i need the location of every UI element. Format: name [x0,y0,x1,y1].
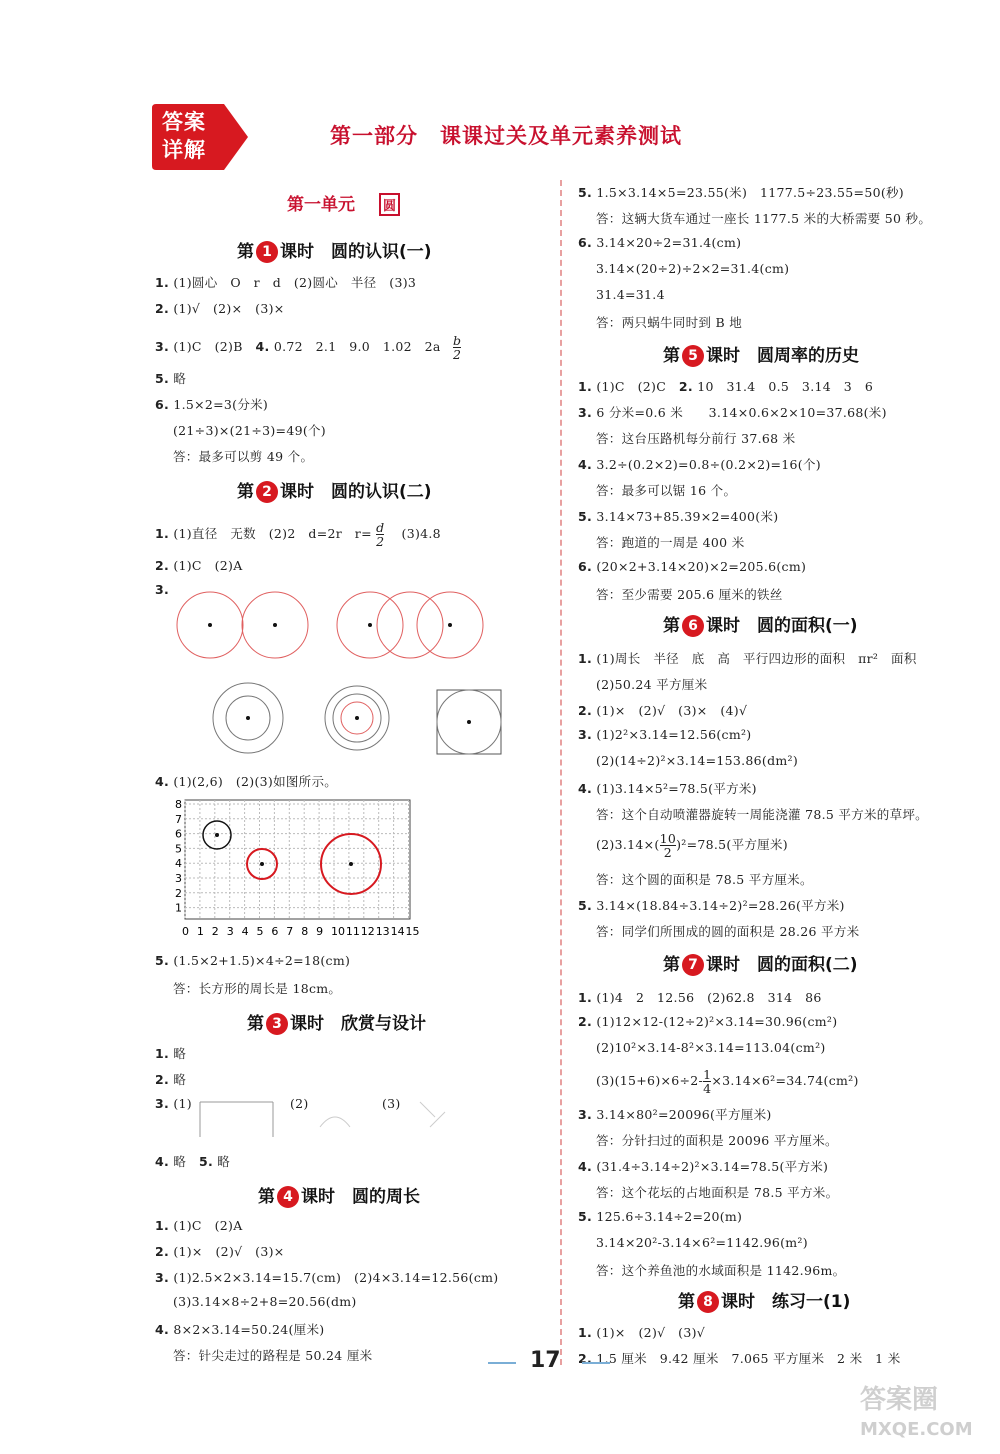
fraction-numerator: 10 [659,831,677,846]
page-dash-right [582,1362,610,1364]
answer-line: (2)10²×3.14-8²×3.14=113.04(cm²) [596,1040,826,1055]
answer-line: 答：最多可以剪 49 个。 [173,449,314,464]
answer-text: 1.5 厘米 9.42 厘米 7.065 平方厘米 2 米 1 米 [596,1351,901,1366]
answer-line: 5. 略 [155,371,187,386]
lesson-5-title [663,341,859,367]
lesson-prefix: 第 [678,1292,695,1312]
answer-line: 答：两只蜗牛同时到 B 地 [596,315,743,330]
answer-text: (1)× (2)√ (3)× (4)√ [596,703,748,718]
x-tick-label: 12 [360,925,375,938]
answer-line: 3. (1) [155,1096,192,1111]
answer-line: 3.14×(20÷2)÷2×2=31.4(cm) [596,261,790,276]
answer-line: 31.4=31.4 [596,287,665,302]
answer-text: 略 [173,1072,187,1087]
lesson-name: 课时 欣赏与设计 [290,1014,426,1034]
lesson-name: 课时 圆的面积(一) [706,616,858,636]
fraction-denominator: 2 [376,534,385,549]
square-circle-figure [435,688,505,758]
answer-line: 答：这个自动喷灌器旋转一周能浇灌 78.5 平方米的草坪。 [596,807,928,822]
answer-line: 3. 3.14×80²=20096(平方厘米) [578,1107,772,1122]
answer-line: 1. (1)C (2)C 2. 10 31.4 0.5 3.14 3 6 [578,379,874,394]
lesson-prefix: 第 [663,346,680,366]
answer-line: 答：同学们所围成的圆的面积是 28.26 平方米 [596,924,860,939]
center-dot [260,862,264,866]
lesson-prefix: 第 [258,1187,275,1207]
lesson-number-badge: 3 [266,1013,288,1035]
unit-title-text: 第一单元 [287,195,355,215]
center-dot [448,623,452,627]
center-dot [368,623,372,627]
answer-text: (1)C (2)A [173,1218,243,1233]
answer-text: (1)C (2)C [596,379,667,394]
answer-line: 答：分针扫过的面积是 20096 平方厘米。 [596,1133,838,1148]
x-tick-label: 15 [405,925,420,938]
answer-badge [152,104,248,170]
x-tick-label: 9 [316,925,324,938]
column-divider [560,180,562,1365]
y-tick-label: 8 [175,798,182,811]
answer-text: (1)4 2 12.56 (2)62.8 314 86 [596,990,822,1005]
center-dot [349,862,353,866]
center-dot [355,716,359,720]
answer-text: (1)2²×3.14=12.56(cm²) [596,727,752,742]
answer-line: 1. 略 [155,1046,187,1061]
answer-line: 3. (1)2.5×2×3.14=15.7(cm) (2)4×3.14=12.56(cm) [155,1270,499,1285]
answer-line: 答：最多可以锯 16 个。 [596,483,737,498]
x-tick-label: 2 [211,925,219,938]
answer-line: 4. (31.4÷3.14÷2)²×3.14=78.5(平方米) [578,1159,829,1174]
answer-text: 3.14×(18.84÷3.14÷2)²=28.26(平方米) [596,898,845,913]
center-dot [246,716,250,720]
lesson-name: 课时 练习一(1) [721,1292,851,1312]
answer-text: (1)√ (2)× (3)× [173,301,285,316]
page-dash-left [488,1362,516,1364]
answer-text: 6 分米=0.6 米 3.14×0.6×2×10=37.68(米) [596,405,887,420]
answer-line: 1. (1)× (2)√ (3)√ [578,1325,706,1340]
design-sketches [195,1097,455,1142]
lesson-4-title [258,1182,420,1208]
fraction [660,832,677,859]
lesson-2-title [237,477,432,503]
x-tick-label: 3 [226,925,234,938]
lesson-name: 课时 圆的周长 [301,1187,420,1207]
y-tick-label: 7 [175,812,182,826]
answer-line: 1. (1)周长 半径 底 高 平行四边形的面积 πr² 面积 [578,651,917,666]
answer-text: (1)圆心 O r d (2)圆心 半径 (3)3 [173,275,417,290]
x-tick-label: 6 [271,925,279,938]
lesson-prefix: 第 [663,955,680,975]
answer-line: 6. 3.14×20÷2=31.4(cm) [578,235,742,250]
x-tick-label: 0 [182,925,189,938]
lesson-prefix: 第 [247,1014,264,1034]
answer-text: (1.5×2+1.5)×4÷2=18(cm) [173,953,351,968]
y-tick-label: 2 [175,886,182,900]
x-tick-label: 1 [196,925,204,938]
answer-line: 3.14×20²-3.14×6²=1142.96(m²) [596,1235,808,1250]
lesson-number-badge: 5 [682,345,704,367]
answer-line [578,832,788,859]
fraction [376,521,384,548]
answer-text: (1)× (2)√ (3)√ [596,1325,706,1340]
answer-text: (3)(15+6)×6÷2- [596,1073,704,1088]
lesson-number-badge: 6 [682,615,704,637]
watermark-line2: MXQE.COM [860,1419,973,1440]
answer-line: 答：针尖走过的路程是 50.24 厘米 [173,1348,373,1363]
answer-line: 5. (1.5×2+1.5)×4÷2=18(cm) [155,953,351,968]
answer-text: 3.2÷(0.2×2)=0.8÷(0.2×2)=16(个) [596,457,821,472]
answer-line: (2)50.24 平方厘米 [596,677,708,692]
circle-figures [170,585,470,755]
lesson-3-title [247,1009,426,1035]
answer-line: 5. 3.14×(18.84÷3.14÷2)²=28.26(平方米) [578,898,845,913]
unit-icon: 圆 [379,193,400,216]
answer-line: 3. [155,582,170,597]
lesson-8-title [678,1287,850,1313]
answer-text: 10 31.4 0.5 3.14 3 6 [697,379,874,394]
answer-text: (1)周长 半径 底 高 平行四边形的面积 πr² 面积 [596,651,917,666]
figure-circle [377,592,443,658]
answer-text: (1)C (2)A [173,558,243,573]
answer-line: 2. (1)× (2)√ (3)× (4)√ [578,703,748,718]
answer-text: (1)C (2)B [173,339,243,354]
answer-line: (2)(14÷2)²×3.14=153.86(dm²) [596,753,799,768]
answer-line: 答：长方形的周长是 18cm。 [173,981,342,996]
x-tick-label: 5 [256,925,264,938]
answer-line: 5. 125.6÷3.14÷2=20(m) [578,1209,743,1224]
answer-line: 4. 8×2×3.14=50.24(厘米) [155,1322,325,1337]
badge-line1: 答案 [162,110,206,134]
fraction-denominator: 2 [663,845,672,860]
answer-line: 2. (1)C (2)A [155,558,243,573]
answer-line: 6. (20×2+3.14×20)×2=205.6(cm) [578,559,807,574]
lesson-prefix: 第 [663,616,680,636]
lesson-1-title [237,237,432,263]
answer-line: 答：这个圆的面积是 78.5 平方厘米。 [596,872,813,887]
lesson-name: 课时 圆的认识(二) [280,482,432,502]
answer-text: (20×2+3.14×20)×2=205.6(cm) [596,559,807,574]
lesson-7-title [663,950,858,976]
fraction-denominator: 2 [452,347,462,362]
answer-text: 125.6÷3.14÷2=20(m) [596,1209,743,1224]
lesson-name: 课时 圆的面积(二) [706,955,858,975]
x-tick-label: 13 [375,925,390,938]
x-tick-label: 7 [286,925,294,938]
answer-text: 0.72 2.1 9.0 1.02 2a [273,339,441,354]
answer-line: 6. 1.5×2=3(分米) [155,397,269,412]
answer-text: 略 [173,371,187,386]
answer-text: 3.14×80²=20096(平方厘米) [596,1107,772,1122]
answer-line: 1. (1)圆心 O r d (2)圆心 半径 (3)3 [155,275,417,290]
answer-text: (1)(2,6) (2)(3)如图所示。 [173,774,338,789]
lesson-number-badge: 7 [682,954,704,976]
answer-text: (1)2.5×2×3.14=15.7(cm) (2)4×3.14=12.56(cm) [173,1270,499,1285]
answer-line: 4. 略 5. 略 [155,1154,231,1169]
answer-text: (2)3.14×( [596,837,660,852]
center-dot [215,833,219,837]
lesson-name: 课时 圆的认识(一) [280,242,432,262]
answer-text: (1)12×12-(12÷2)²×3.14=30.96(cm²) [596,1014,838,1029]
y-tick-label: 6 [175,827,182,841]
answer-line: 3. (1)2²×3.14=12.56(cm²) [578,727,752,742]
answer-text: 1.5×3.14×5=23.55(米) 1177.5÷23.55=50(秒) [596,185,904,200]
answer-text: 8×2×3.14=50.24(厘米) [173,1322,325,1337]
x-tick-label: 8 [301,925,309,938]
coordinate-grid [170,795,420,940]
lesson-number-badge: 4 [277,1186,299,1208]
answer-line: 2. (1)12×12-(12÷2)²×3.14=30.96(cm²) [578,1014,838,1029]
answer-line: 答：这台压路机每分前行 37.68 米 [596,431,796,446]
answer-line: (3)3.14×8÷2+8=20.56(dm) [173,1294,357,1309]
answer-line: 答：跑道的一周是 400 米 [596,535,745,550]
y-tick-label: 5 [175,842,182,856]
answer-line: 4. (1)3.14×5²=78.5(平方米) [578,781,757,796]
lesson-number-badge: 1 [256,241,278,263]
unit-title [287,190,400,216]
grid-frame [185,800,410,919]
fraction-numerator: b [452,333,462,348]
x-tick-label: 4 [241,925,249,938]
answer-text: (1) [173,1096,192,1111]
answer-text: (31.4÷3.14÷2)²×3.14=78.5(平方米) [596,1159,829,1174]
answer-text: 略 [173,1154,187,1169]
answer-line: 4. 3.2÷(0.2×2)=0.8÷(0.2×2)=16(个) [578,457,821,472]
answer-line: 2. 1.5 厘米 9.42 厘米 7.065 平方厘米 2 米 1 米 [578,1351,901,1366]
watermark [860,1385,973,1445]
center-dot [208,623,212,627]
page-number: 17 [530,1348,561,1373]
lesson-name: 课时 圆周率的历史 [706,346,859,366]
answer-line [578,1068,859,1095]
answer-line: 1. (1)C (2)A [155,1218,243,1233]
badge-line2: 详解 [162,138,206,162]
fraction-numerator: d [376,520,385,535]
watermark-line1: 答案圈 [860,1385,939,1415]
answer-text: (1)直径 无数 (2)2 d=2r r= [173,526,372,541]
y-tick-label: 3 [175,872,182,885]
answer-line: 5. 1.5×3.14×5=23.55(米) 1177.5÷23.55=50(秒) [578,185,904,200]
answer-text: ×3.14×6²=34.74(cm²) [711,1073,859,1088]
y-tick-label: 4 [175,857,182,871]
answer-line: (21÷3)×(21÷3)=49(个) [173,423,326,438]
answer-text: (1)× (2)√ (3)× [173,1244,285,1259]
answer-text: 略 [173,1046,187,1061]
lesson-prefix: 第 [237,482,254,502]
x-tick-label: 11 [345,925,360,938]
answer-line: 答：这个养鱼池的水域面积是 1142.96m。 [596,1263,846,1278]
answer-text: (3) [382,1096,401,1111]
answer-text: 3.14×20÷2=31.4(cm) [596,235,742,250]
answer-text: 略 [217,1154,231,1169]
fraction-numerator: 1 [703,1067,712,1082]
y-tick-label: 1 [175,901,182,915]
part-title: 第一部分 课课过关及单元素养测试 [330,124,682,148]
answer-line: 答：这辆大货车通过一座长 1177.5 米的大桥需要 50 秒。 [596,211,932,226]
lesson-6-title [663,611,858,637]
center-dot [273,623,277,627]
answer-text: (2) [290,1096,309,1111]
answer-text: )²=78.5(平方厘米) [676,837,788,852]
lesson-number-badge: 2 [256,481,278,503]
answer-line: 2. (1)× (2)√ (3)× [155,1244,285,1259]
fraction-denominator: 4 [703,1081,712,1096]
fraction [453,334,461,361]
answer-text: (1)3.14×5²=78.5(平方米) [596,781,757,796]
answer-line: 2. 略 [155,1072,187,1087]
x-tick-label: 10 [331,925,345,938]
x-tick-label: 14 [390,925,405,938]
lesson-prefix: 第 [237,242,254,262]
answer-text: 1.5×2=3(分米) [173,397,269,412]
answer-line: 3. 6 分米=0.6 米 3.14×0.6×2×10=37.68(米) [578,405,887,420]
answer-line: 1. (1)直径 无数 (2)2 d=2r r= $\frac{d}{2}$ (3)4.8 [155,520,441,549]
answer-line: 5. 3.14×73+85.39×2=400(米) [578,509,779,524]
answer-line: 4. (1)(2,6) (2)(3)如图所示。 [155,774,338,789]
answer-text: 3.14×73+85.39×2=400(米) [596,509,779,524]
lesson-number-badge: 8 [697,1291,719,1313]
answer-line: 2. (1)√ (2)× (3)× [155,301,285,316]
answer-line: 答：至少需要 205.6 厘米的铁丝 [596,587,783,602]
answer-text: (3)4.8 [401,526,441,541]
answer-line: 答：这个花坛的占地面积是 78.5 平方米。 [596,1185,839,1200]
answer-line: 1. (1)4 2 12.56 (2)62.8 314 86 [578,990,822,1005]
answer-line: 3. (1)C (2)B 4. 0.72 2.1 9.0 1.02 2a $\frac{b}{2}$ [155,333,462,362]
